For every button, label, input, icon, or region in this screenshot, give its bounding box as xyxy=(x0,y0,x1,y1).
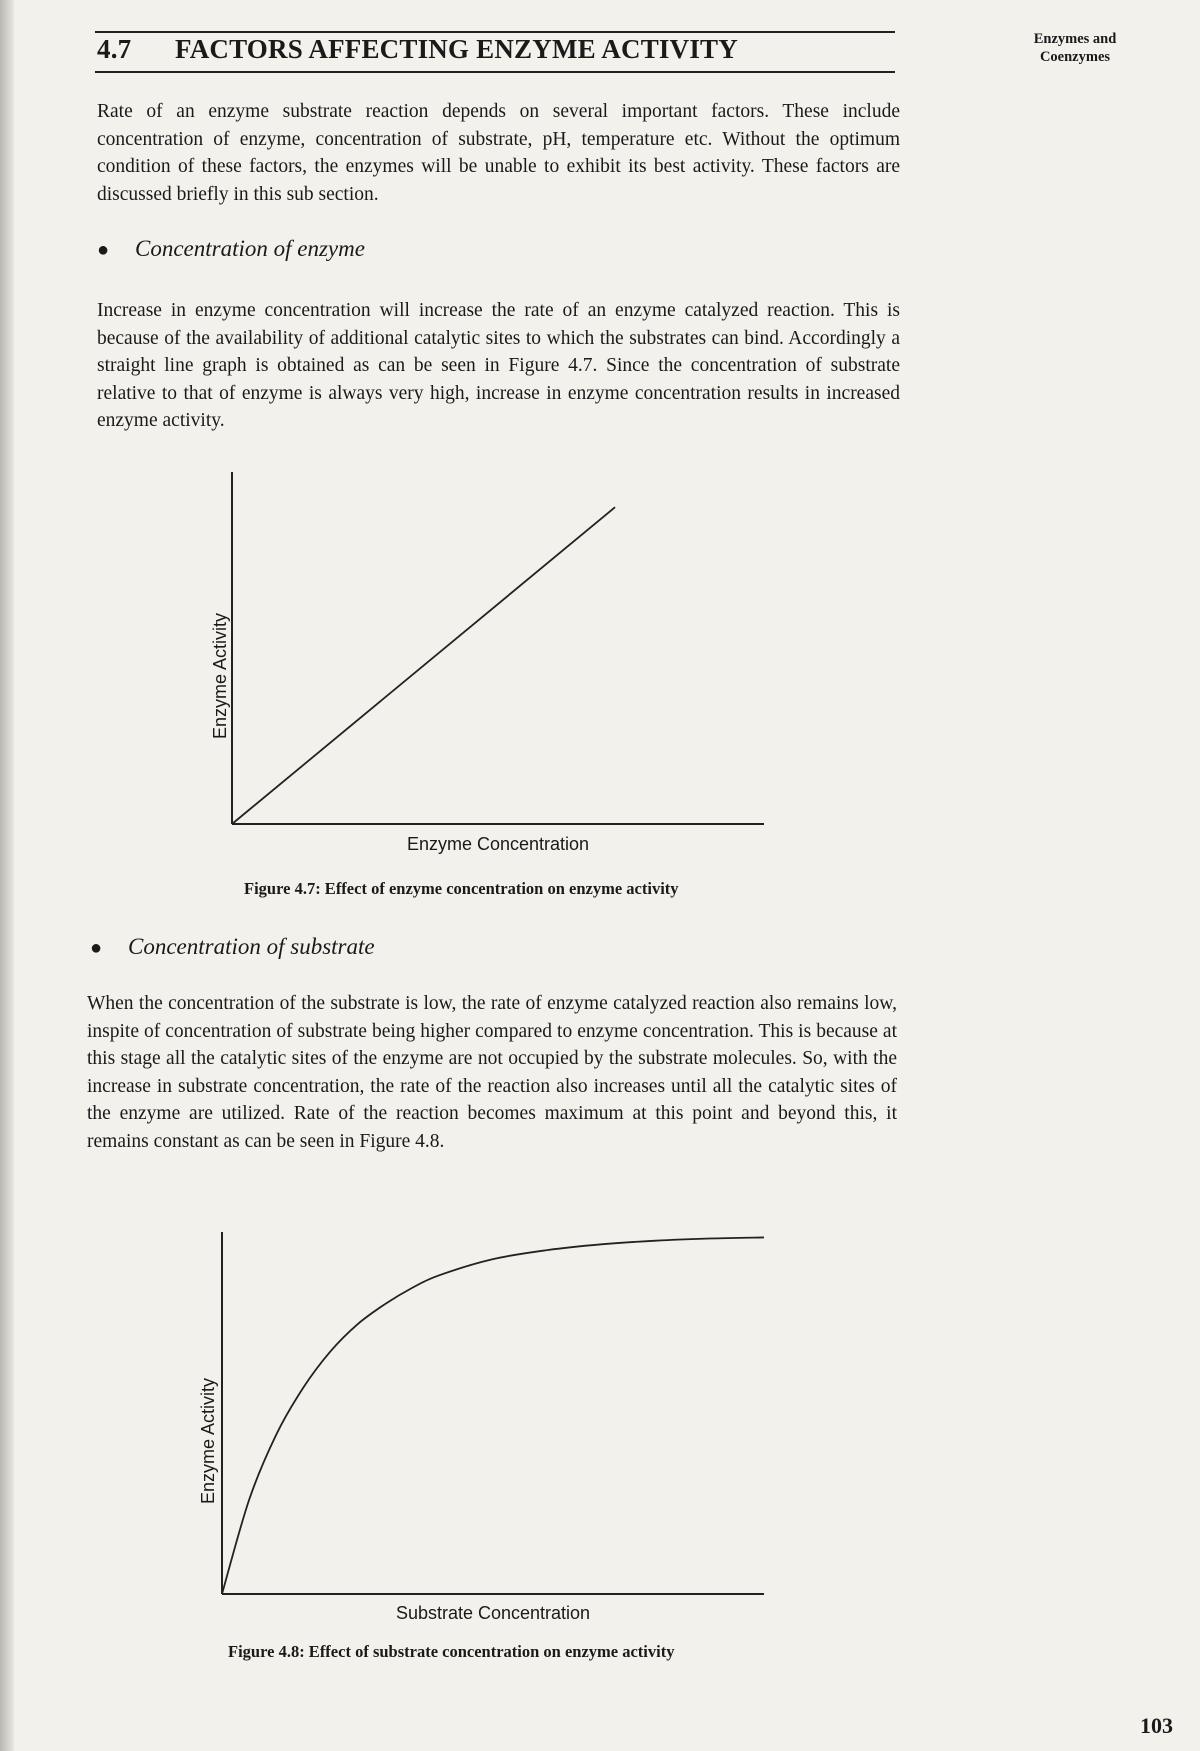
substrate-paragraph: When the concentration of the substrate is low, the rate of enzyme catalyzed reaction also remains low, inspite of concentration of substrate being higher compared to enzyme concentration. This is because at this stage all the catalytic sites of the enzyme are not occupied by the substrate molecules. So, with the increase in substrate concentration, the rate of the reaction also increases until all the catalytic sites of the enzyme are utilized. Rate of the reaction becomes maximum at this point and beyond this, it remains constant as can be seen in Figure 4.8. xyxy=(87,993,897,1152)
section-title-text: FACTORS AFFECTING ENZYME ACTIVITY xyxy=(175,34,738,64)
y-axis-label: Enzyme Activity xyxy=(210,612,230,740)
x-axis-label: Enzyme Concentration xyxy=(406,834,590,854)
bullet-dot: ● xyxy=(90,937,103,959)
figure-4-7-caption: Figure 4.7: Effect of enzyme concentration on enzyme activity xyxy=(244,879,679,898)
enzyme-paragraph: Increase in enzyme concentration will increase the rate of an enzyme catalyzed reaction. This is because of the availability of additional catalytic sites to which the substrates can bind. Accordingly a straight line graph is obtained as can be seen in Figure 4.7. Since the concentration of substrate relative to that of enzyme is always very high, increase in enzyme concentration results in increased enzyme activity. xyxy=(97,300,900,431)
series-line-1 xyxy=(232,507,615,824)
chart-2 xyxy=(198,1232,764,1623)
margin-note-line1: Enzymes and xyxy=(1033,31,1117,47)
series-line-1 xyxy=(222,1237,764,1594)
x-axis-label: Substrate Concentration xyxy=(395,1603,591,1623)
substrate-heading-text: Concentration of substrate xyxy=(128,934,375,959)
chart-1 xyxy=(210,472,764,854)
bullet-dot: ● xyxy=(97,239,110,261)
intro-paragraph: Rate of an enzyme substrate reaction depends on several important factors. These include concentration of enzyme, concentration of substrate, pH, temperature etc. Without the optimum condition of these factors, the enzymes will be unable to exhibit its best activity. These factors are discussed briefly in this sub section. xyxy=(97,101,900,205)
section-number: 4.7 xyxy=(97,34,132,64)
y-axis-label: Enzyme Activity xyxy=(198,1377,218,1505)
figure-4-8-caption: Figure 4.8: Effect of substrate concentration on enzyme activity xyxy=(228,1642,675,1661)
margin-note-line2: Coenzymes xyxy=(1039,49,1111,65)
enzyme-heading-text: Concentration of enzyme xyxy=(135,236,365,261)
page-number: 103 xyxy=(1140,1713,1173,1738)
